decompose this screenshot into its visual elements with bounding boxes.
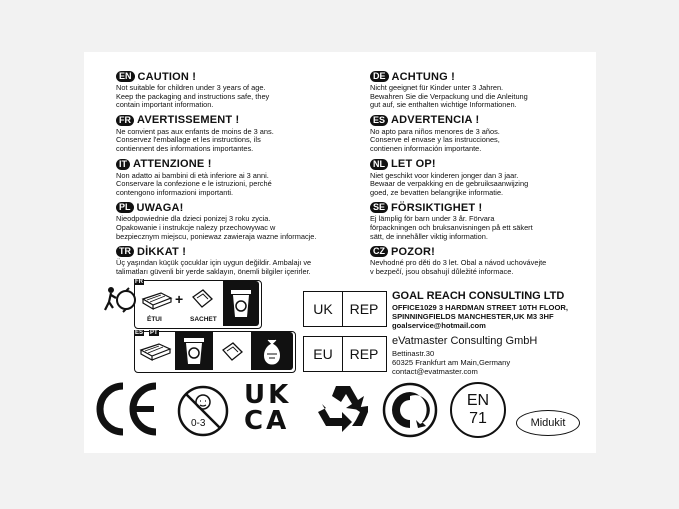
box-icon (141, 289, 173, 311)
rep-label: REP (349, 346, 379, 362)
lang-badge: DE (370, 71, 389, 82)
warning-title: ACHTUNG ! (391, 70, 456, 83)
warning-en (116, 70, 351, 110)
trash-bag-icon (260, 336, 284, 366)
warning-title: LET OP! (391, 158, 436, 171)
warning-body: Not suitable for children under 3 years of age. Keep the packaging and instructions safe, they contain important information. (116, 83, 270, 110)
warning-de (370, 70, 605, 110)
warning-body: Niet geschikt voor kinderen jonger dan 3 jaar. Bewaar de verpakking en de gebruiksaanwijzing goed, ze bevatten belangrijke informatie. (370, 170, 529, 197)
warning-title: UWAGA! (136, 201, 184, 214)
warning-cz (370, 245, 605, 276)
lang-badge: TR (116, 246, 134, 257)
bin-block (251, 332, 293, 370)
uk-rep-box (303, 291, 387, 327)
lang-badge: CZ (370, 246, 388, 257)
triman-icon (102, 282, 138, 318)
ukca-top: UK (244, 380, 292, 410)
warning-title: ATTENZIONE ! (133, 158, 212, 171)
warning-title: AVERTISSEMENT ! (137, 114, 240, 127)
warnings-left-column (116, 70, 351, 280)
no-under-3-icon (177, 385, 229, 437)
lang-badge: PL (116, 202, 134, 213)
fr-recycling-panel (134, 280, 262, 329)
es-pt-recycling-panel (134, 331, 296, 373)
warning-title: CAUTION ! (137, 70, 197, 83)
warning-tr (116, 245, 351, 276)
rep-country: UK (304, 292, 343, 326)
plus-icon: + (175, 291, 184, 307)
lang-badge: ES (370, 115, 388, 126)
warning-body: Nevhodné pro děti do 3 let. Obal a návod uchovávejte v bezpečí, jsou obsahují důležité informace. (370, 258, 547, 276)
age-range: 0-3 (191, 418, 206, 429)
warnings-right-column (370, 70, 605, 280)
bin-block (223, 281, 259, 326)
uk-rep-company: GOAL REACH CONSULTING LTD (392, 290, 565, 302)
ukca-bottom: CA (244, 406, 290, 436)
bin-block (175, 332, 213, 370)
sachet-icon (189, 287, 215, 311)
lang-badge: IT (116, 159, 130, 170)
warning-body: Üç yaşından küçük çocuklar için uygun değildir. Ambalajı ve talimatları güvenli bir yerde saklayın, önemli bilgiler içerirler. (116, 258, 312, 276)
rep-country: EU (304, 337, 343, 371)
age-warning-mark (177, 385, 229, 437)
warning-body: Nieodpowiednie dla dzieci ponizej 3 roku zycia. Opakowanie i instrukcje nalezy przechowywac w bezpiecznym miejscu, poniewaz zawieraja wazne informacje. (116, 214, 317, 241)
warning-title: POZOR! (391, 245, 435, 258)
en71-top: EN (466, 392, 490, 409)
etui-label: ÉTUI (147, 316, 162, 323)
rep-label: REP (349, 301, 379, 317)
green-dot-icon (382, 382, 438, 438)
lang-badge: FR (116, 115, 134, 126)
lang-badge: SE (370, 202, 388, 213)
warning-fr (116, 114, 351, 154)
warning-title: FÖRSIKTIGHET ! (391, 201, 483, 214)
lang-badge: ES (135, 330, 144, 336)
box-icon (139, 340, 173, 362)
en71-mark (450, 382, 506, 438)
sachet-label: SACHET (190, 316, 217, 323)
warning-it (116, 158, 351, 198)
recycle-bin-icon (182, 336, 206, 366)
lang-badge: FR (135, 279, 143, 285)
warning-body: Nicht geeignet für Kinder unter 3 Jahren. Bewahren Sie die Verpackung und die Anleitung gut auf, sie enthalten wichtige Informationen. (370, 83, 528, 110)
ce-mark-icon (96, 380, 162, 438)
ukca-mark (244, 382, 300, 438)
sachet-icon (219, 340, 245, 364)
warning-body: Ne convient pas aux enfants de moins de 3 ans. Conservez l'emballage et les instructions, ils contiennent des informations importantes. (116, 126, 274, 153)
lang-badge: PT (150, 330, 158, 336)
warning-body: No apto para niños menores de 3 años. Conserve el envase y las instrucciones, contienen información importante. (370, 126, 500, 153)
recycle-bin-icon (229, 287, 253, 319)
lang-badge: EN (116, 71, 135, 82)
warning-es (370, 114, 605, 154)
eu-rep-company: eVatmaster Consulting GmbH (392, 335, 538, 347)
product-label (84, 52, 596, 453)
en71-bottom: 71 (469, 410, 487, 427)
warning-nl (370, 158, 605, 198)
uk-rep-address: OFFICE1029 3 HARDMAN STREET 10TH FLOOR, SPINNINGFIELDS MANCHESTER,UK M3 3HF goalservice@hotmail.com (392, 303, 568, 330)
warning-body: Non adatto ai bambini di età inferiore ai 3 anni. Conservare la confezione e le istruzioni, perché contengono informazioni importanti. (116, 170, 272, 197)
warning-pl (116, 201, 351, 241)
recycle-icon (314, 382, 372, 436)
warning-se (370, 201, 605, 241)
brand-logo: Midukit (516, 410, 580, 436)
eu-rep-address: Bettinastr.30 60325 Frankfurt am Main,Germany contact@evatmaster.com (392, 349, 511, 376)
eu-rep-box (303, 336, 387, 372)
warning-body: Ej lämplig för barn under 3 år. Förvara förpackningen och bruksanvisningen på ett säkert sätt, de innehåller viktig information. (370, 214, 533, 241)
lang-badge: NL (370, 159, 388, 170)
warning-title: ADVERTENCIA ! (391, 114, 480, 127)
warning-title: DİKKAT ! (137, 245, 187, 258)
